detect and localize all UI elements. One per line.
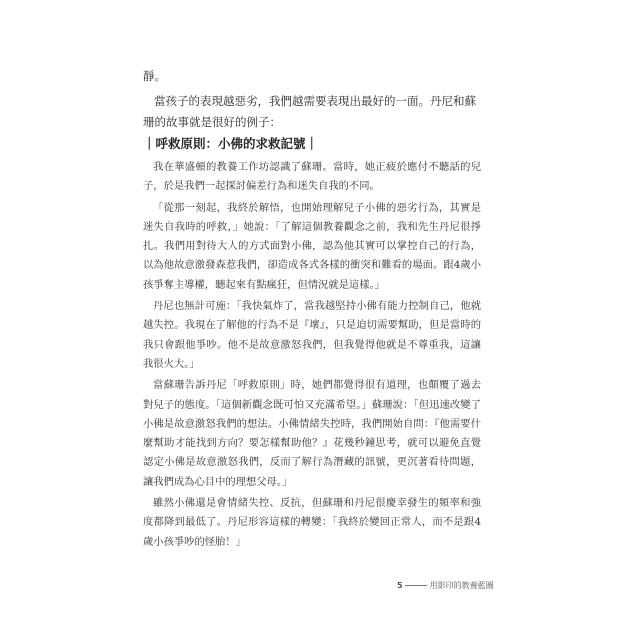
paragraph-1: 我在華盛頓的教養工作坊認識了蘇珊。當時，她正疲於應付不聽話的兒子，於是我們一起探討偏差行為和迷失自我的不同。 bbox=[143, 161, 481, 193]
paragraph-4: 當蘇珊告訴丹尼「呼救原則」時，她們都覺得很有道理，也顛覆了過去對兒子的態度。「這個新觀念既可怕又充滿希望。」蘇珊說：「但迅速改變了小佛是故意激怒我們的想法。小佛情緒失控時，我們開始自問：『他需要什麼幫助才能找到方向？要怎樣幫助他？』花幾秒鐘思考，就可以避免直覺認定小佛是故意激怒我們，反而了解行為潛藏的訊號，更沉著看待問題，讓我們成為心目中的理想父母。」 bbox=[143, 379, 481, 488]
section-heading: ｜呼救原則：小佛的求救記號｜ bbox=[143, 136, 319, 151]
body-text bbox=[143, 158, 481, 554]
running-title: 用影印的教養藍圖 bbox=[429, 581, 494, 590]
intro-text bbox=[143, 66, 483, 137]
paragraph-2: 「從那一刻起，我終於解悟，也開始理解兒子小佛的惡劣行為，其實是迷失自我時的呼救，」她說：「了解這個教養觀念之前，我和先生丹尼很掙扎。我們用對待大人的方式面對小佛，認為他其實可以掌控自己的行為，以為他故意激發森惹我們，卻造成各式各樣的衝突和難看的場面。跟4歲小孩爭奪主導權，聽起來有點瘋狂，但情況就是這樣。」 bbox=[143, 201, 481, 291]
paragraph-5: 雖然小佛還是會情緒失控、反抗，但蘇珊和丹尼很慶幸發生的頻率和強度都降到最低了。丹尼形容這樣的轉變：「我終於變回正常人，而不是跟4歲小孩爭吵的怪胎！」 bbox=[143, 497, 481, 548]
intro-paragraph: 當孩子的表現越惡劣，我們越需要表現出最好的一面。丹尼和蘇珊的故事就是很好的例子： bbox=[143, 94, 476, 129]
paragraph-3: 丹尼也無計可施：「我快氣炸了，當我越堅持小佛有能力控制自己，他就越失控。我現在了解他的行為不是『壞』，只是迫切需要幫助，但是當時的我只會跟他爭吵。他不是故意激怒我們，但我覺得他就是不尊重我，這讓我很火大。」 bbox=[143, 300, 481, 370]
footer-rule bbox=[405, 585, 427, 586]
page-footer bbox=[397, 580, 517, 591]
page-number: 5 bbox=[397, 581, 403, 590]
intro-line: 靜。 bbox=[143, 69, 166, 83]
